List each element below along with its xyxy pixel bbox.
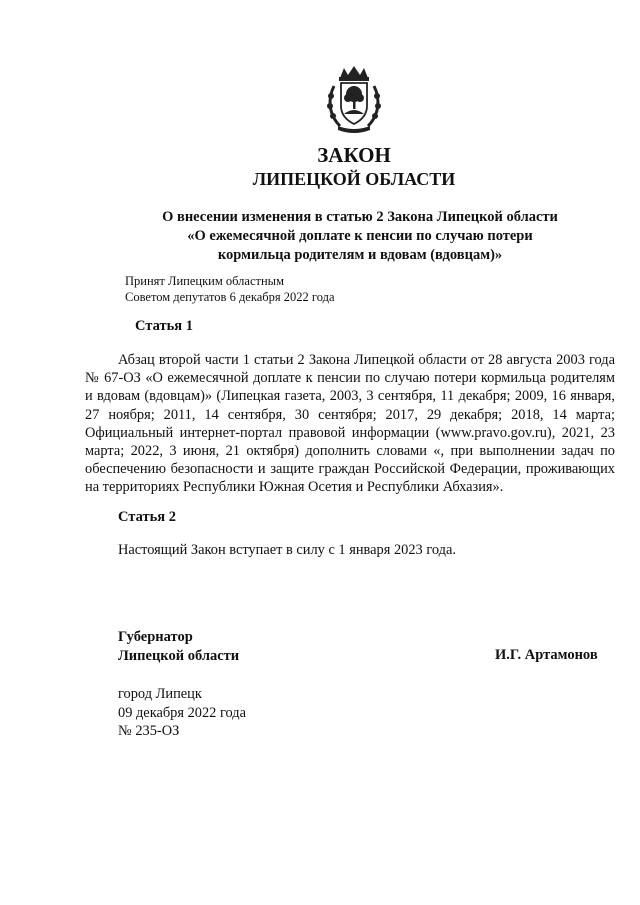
article-2-text: Настоящий Закон вступает в силу с 1 января 2023 года. (118, 542, 456, 558)
footer-number: № 235-ОЗ (118, 723, 180, 739)
footer-city: город Липецк (118, 686, 202, 702)
article-2-heading: Статья 2 (118, 509, 176, 525)
document-footer (118, 685, 246, 741)
signatory-title (118, 628, 239, 666)
region-title: ЛИПЕЦКОЙ ОБЛАСТИ (252, 169, 456, 189)
adoption-line: Принят Липецким областным (125, 274, 284, 288)
footer-date: 09 декабря 2022 года (118, 704, 247, 721)
article-1-text: Абзац второй части 1 статьи 2 Закона Липецкой области от 28 августа 2003 года № 67-ОЗ «О ежемесячной доплате к пенсии по случаю потери кормильца родителям и вдовам (вдовцам)» (Липецкая газета, 2003, 3 сентября, 11 декабря; 2009, 16 января, 27 ноября; 2011, 14 сентября, 30 сентября; 2017, 29 декабря; 2018, 14 марта; Официальный интернет-портал правовой информации (www.pravo.gov.ru), 2021, 23 марта; 2022, 3 июня, 21 октября) дополнить словами «, при выполнении задач по обеспечению безопасности и защите граждан Российской Федерации, проживающих на территориях Республики Южная Осетия и Республики Абхазия». (85, 352, 615, 496)
adoption-line: Советом депутатов 6 декабря 2022 года (125, 289, 335, 304)
subtitle-line: О внесении изменения в статью 2 Закона Липецкой области (162, 209, 558, 225)
subtitle-line: «О ежемесячной доплате к пенсии по случаю потери (187, 228, 533, 244)
law-subtitle (130, 208, 590, 265)
signatory-title-line: Липецкой области (118, 648, 240, 664)
coat-of-arms-icon (326, 64, 382, 134)
signatory-name: И.Г. Артамонов (495, 647, 598, 663)
article-1-heading: Статья 1 (135, 318, 193, 334)
signatory-title-line: Губернатор (118, 629, 193, 645)
document-title: ЗАКОН (317, 143, 391, 167)
adoption-note (125, 274, 335, 305)
subtitle-line: кормильца родителям и вдовам (вдовцам)» (217, 247, 503, 263)
